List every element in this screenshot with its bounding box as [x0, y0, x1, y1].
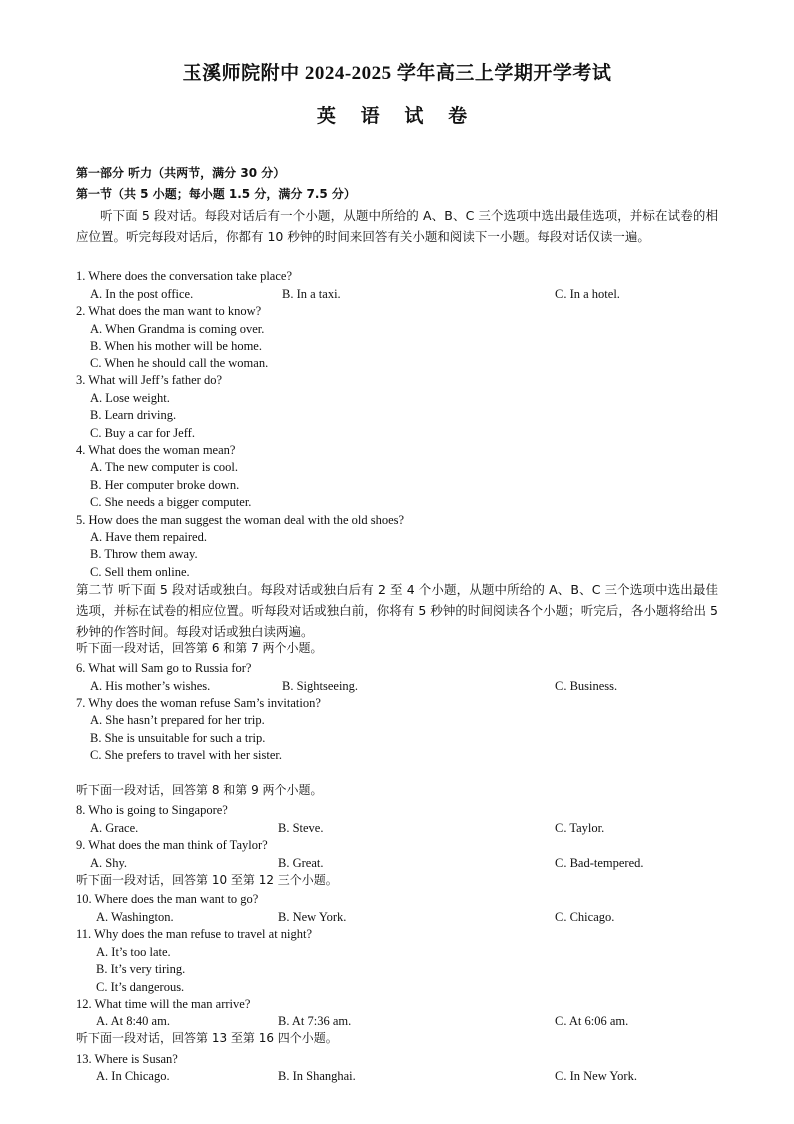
question-9: 9. What does the man think of Taylor?: [76, 838, 268, 852]
question-3: 3. What will Jeff’s father do?: [76, 373, 223, 387]
q3-option-b: B. Learn driving.: [90, 408, 177, 422]
q12-option-a: A. At 8:40 am.: [96, 1014, 170, 1028]
q13-option-b: B. In Shanghai.: [278, 1069, 356, 1083]
q11-option-b: B. It’s very tiring.: [96, 962, 186, 976]
q5-option-a: A. Have them repaired.: [90, 530, 207, 544]
section2-instructions: 第二节 听下面 5 段对话或独白。每段对话或独白后有 2 至 4 个小题，从题中所给的 A、B、C 三个选项中选出最佳选项，并标在试卷的相应位置。听每段对话或独白前，你将有 5 秒钟的时间阅读各个小题；听完后，各小题将给出 5 秒钟的作答时间。每段对话或独白读两遍。: [76, 582, 719, 639]
q2-option-c: C. When he should call the woman.: [90, 356, 269, 370]
prompt-10-12: 听下面一段对话，回答第 10 至第 12 三个小题。: [76, 873, 338, 887]
q2-option-a: A. When Grandma is coming over.: [90, 322, 265, 336]
prompt-6-7: 听下面一段对话，回答第 6 和第 7 两个小题。: [76, 641, 323, 655]
q10-option-a: A. Washington.: [96, 910, 174, 924]
q12-option-b: B. At 7:36 am.: [278, 1014, 352, 1028]
q12-option-c: C. At 6:06 am.: [555, 1014, 629, 1028]
question-7: 7. Why does the woman refuse Sam’s invitation?: [76, 696, 321, 710]
q1-option-c: C. In a hotel.: [555, 287, 620, 301]
q4-option-a: A. The new computer is cool.: [90, 460, 238, 474]
question-1: 1. Where does the conversation take place?: [76, 269, 292, 283]
question-4: 4. What does the woman mean?: [76, 443, 236, 457]
q2-option-b: B. When his mother will be home.: [90, 339, 262, 353]
q3-option-c: C. Buy a car for Jeff.: [90, 426, 195, 440]
section1-instructions: 听下面 5 段对话。每段对话后有一个小题，从题中所给的 A、B、C 三个选项中选出最佳选项，并标在试卷的相应位置。听完每段对话后，你都有 10 秒钟的时间来回答有关小题和阅读下一小题。每段对话仅读一遍。: [76, 208, 718, 244]
subject-title: 英 语 试 卷: [316, 106, 478, 127]
q8-option-a: A. Grace.: [90, 821, 139, 835]
q10-option-c: C. Chicago.: [555, 910, 615, 924]
q5-option-c: C. Sell them online.: [90, 565, 190, 579]
q6-option-c: C. Business.: [555, 679, 618, 693]
prompt-13-16: 听下面一段对话，回答第 13 至第 16 四个小题。: [76, 1031, 338, 1045]
q4-option-b: B. Her computer broke down.: [90, 478, 240, 492]
q7-option-c: C. She prefers to travel with her sister.: [90, 748, 282, 762]
q10-option-b: B. New York.: [278, 910, 347, 924]
question-12: 12. What time will the man arrive?: [76, 997, 251, 1011]
q7-option-b: B. She is unsuitable for such a trip.: [90, 731, 266, 745]
q5-option-b: B. Throw them away.: [90, 547, 198, 561]
prompt-8-9: 听下面一段对话，回答第 8 和第 9 两个小题。: [76, 783, 323, 797]
question-13: 13. Where is Susan?: [76, 1052, 178, 1066]
q9-option-b: B. Great.: [278, 856, 324, 870]
q11-option-a: A. It’s too late.: [96, 945, 171, 959]
q1-option-b: B. In a taxi.: [282, 287, 341, 301]
q13-option-c: C. In New York.: [555, 1069, 637, 1083]
question-6: 6. What will Sam go to Russia for?: [76, 661, 252, 675]
q6-option-a: A. His mother’s wishes.: [90, 679, 211, 693]
q13-option-a: A. In Chicago.: [96, 1069, 170, 1083]
question-5: 5. How does the man suggest the woman deal with the old shoes?: [76, 513, 405, 527]
question-8: 8. Who is going to Singapore?: [76, 803, 228, 817]
q11-option-c: C. It’s dangerous.: [96, 980, 185, 994]
part1-heading: 第一部分 听力（共两节，满分 30 分）: [76, 166, 286, 180]
q4-option-c: C. She needs a bigger computer.: [90, 495, 252, 509]
exam-title: 玉溪师院附中 2024-2025 学年高三上学期开学考试: [182, 63, 612, 84]
q3-option-a: A. Lose weight.: [90, 391, 170, 405]
q1-option-a: A. In the post office.: [90, 287, 194, 301]
q8-option-c: C. Taylor.: [555, 821, 605, 835]
q7-option-a: A. She hasn’t prepared for her trip.: [90, 713, 265, 727]
q9-option-c: C. Bad-tempered.: [555, 856, 644, 870]
question-2: 2. What does the man want to know?: [76, 304, 262, 318]
question-10: 10. Where does the man want to go?: [76, 892, 259, 906]
q9-option-a: A. Shy.: [90, 856, 128, 870]
q8-option-b: B. Steve.: [278, 821, 324, 835]
section1-heading: 第一节（共 5 小题；每小题 1.5 分，满分 7.5 分）: [76, 187, 356, 201]
q6-option-b: B. Sightseeing.: [282, 679, 359, 693]
question-11: 11. Why does the man refuse to travel at night?: [76, 927, 313, 941]
